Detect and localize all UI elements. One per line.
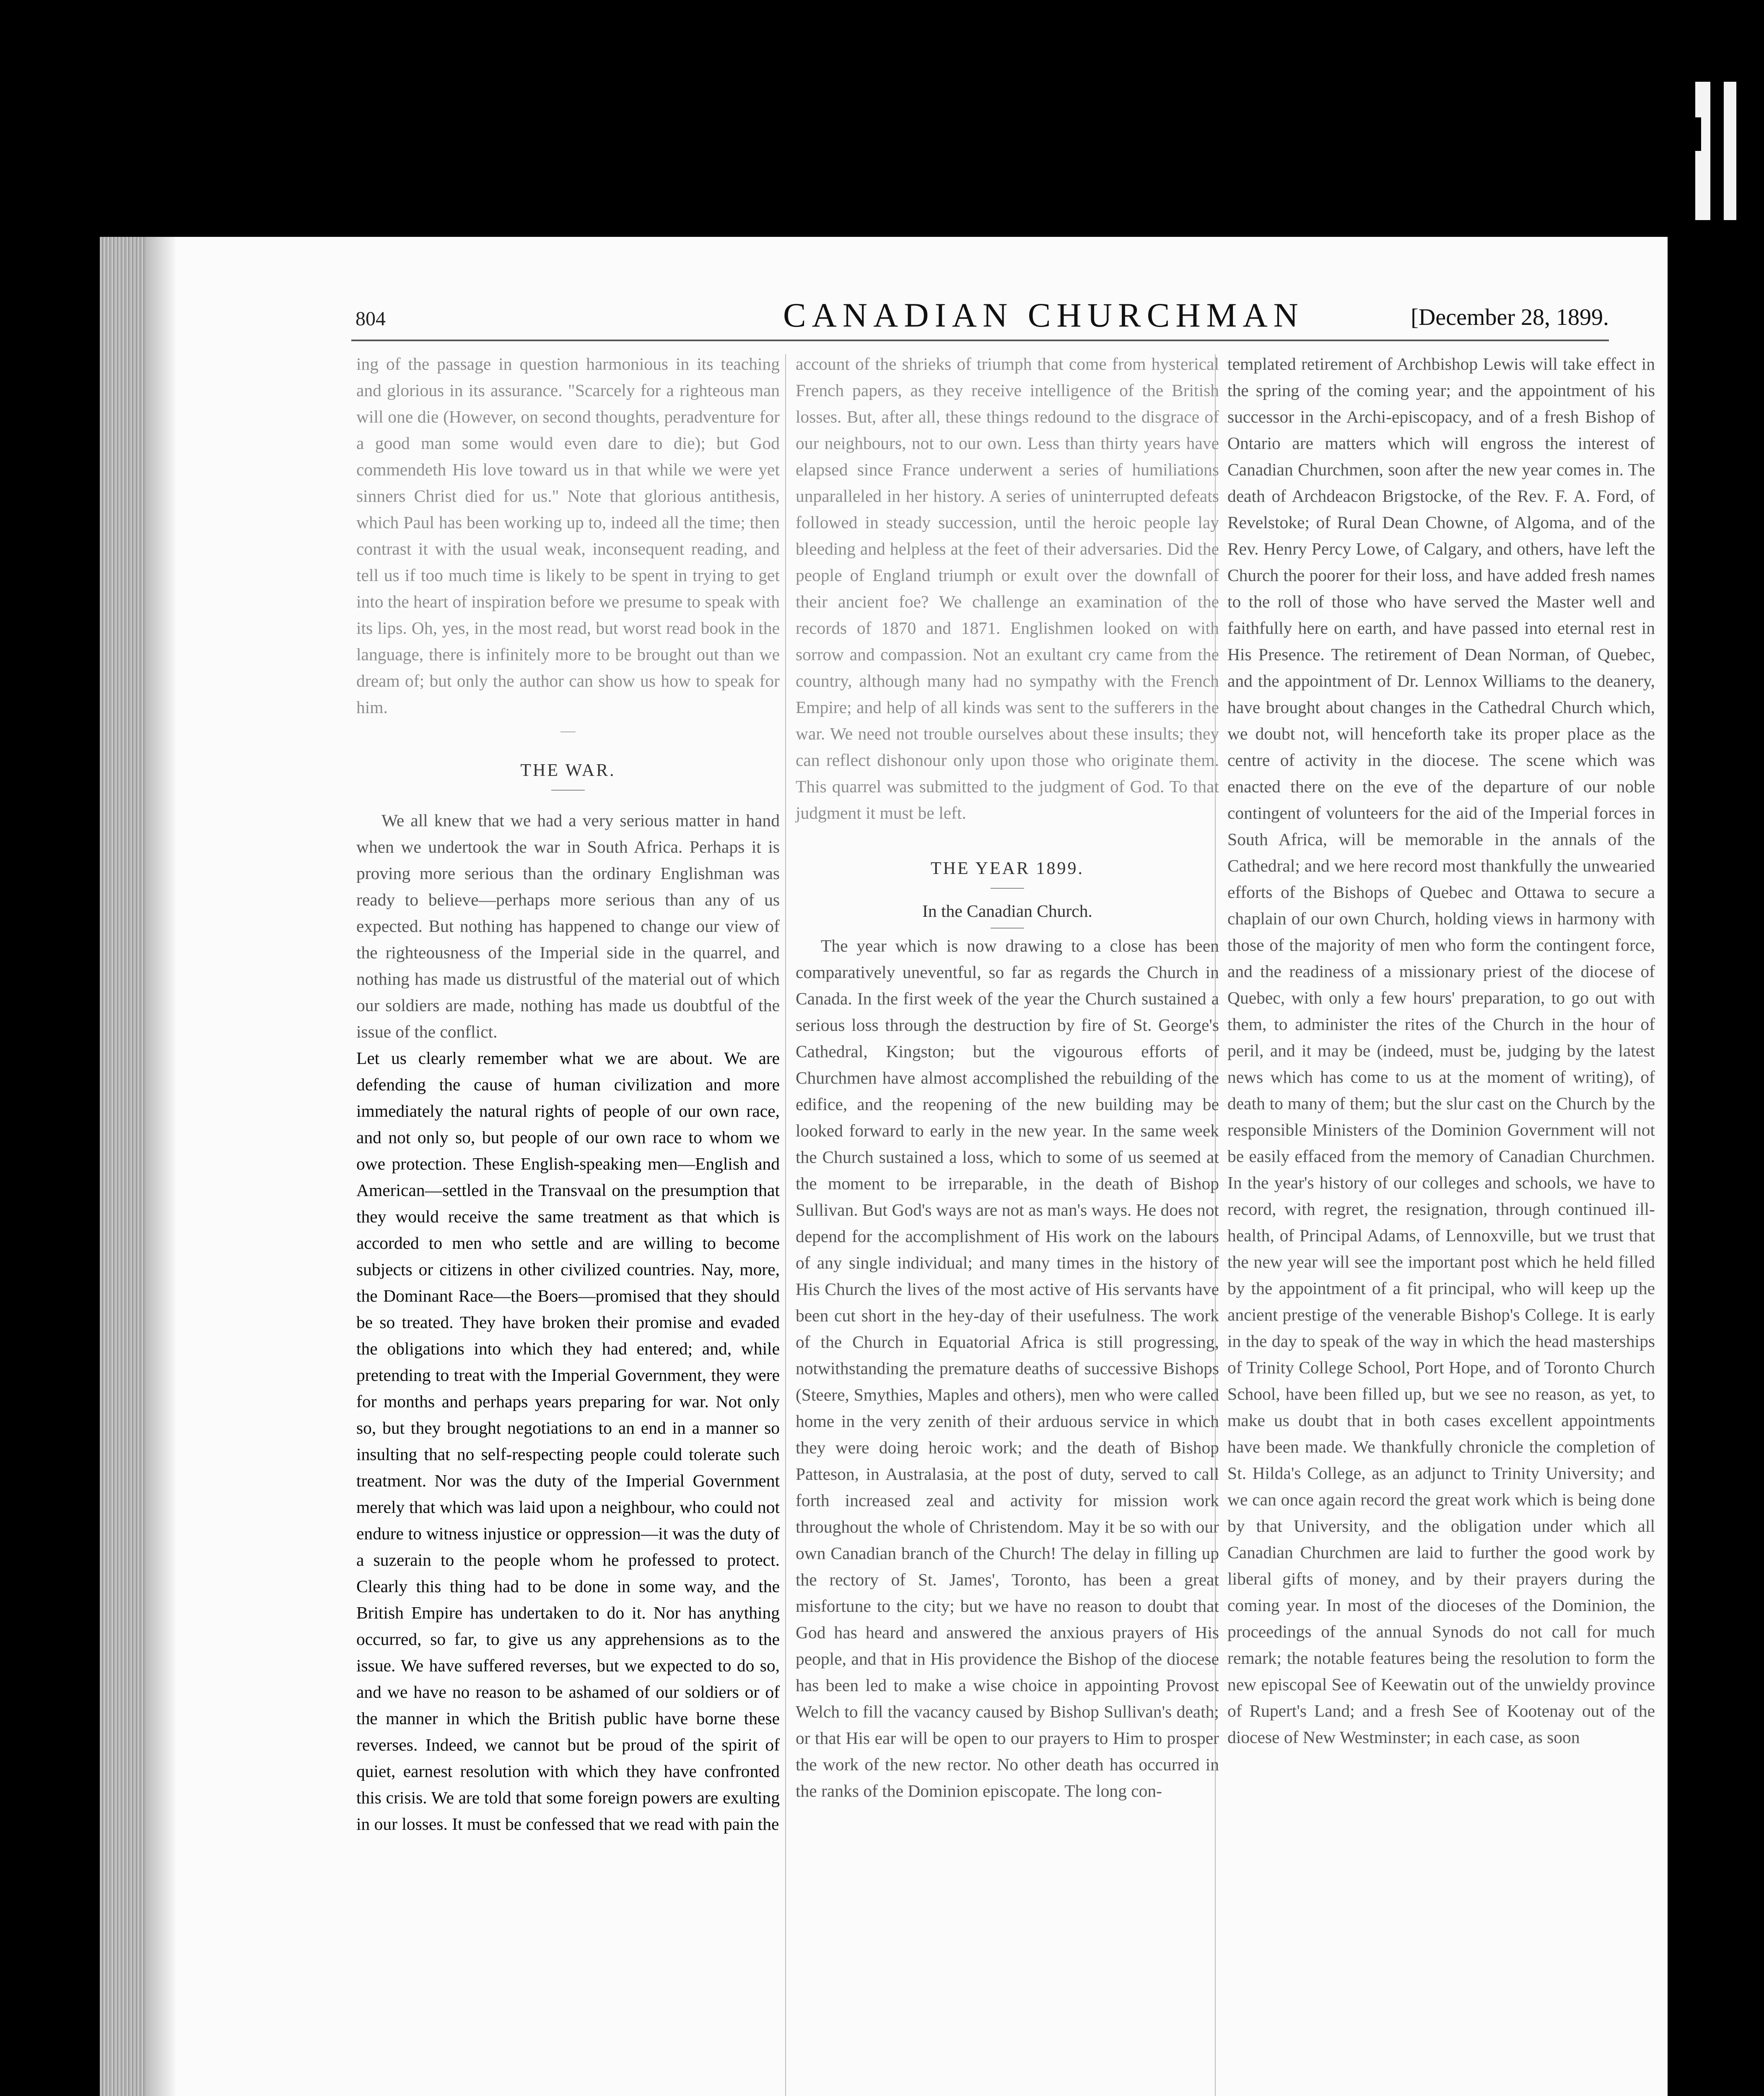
column-3	[1227, 351, 1655, 1751]
heading-rule	[991, 928, 1024, 929]
article-paragraph: We all knew that we had a very serious matter in hand when we undertook the war in South Africa. Perhaps it is proving more serious than the ordinary Englishman was ready to believe—perhaps more serious than any of us expected. But nothing has happened to change our view of the righteousness of the Imperial side in the quarrel, and nothing has made us distrustful of the material out of which our soldiers are made, nothing has made us doubtful of the issue of the conflict.	[356, 811, 780, 1041]
column-rule	[785, 354, 786, 2096]
article-heading-the-year: THE YEAR 1899.	[931, 859, 1084, 878]
header-rule	[351, 340, 1609, 341]
scan-margin-mark	[1695, 82, 1710, 220]
heading-rule	[991, 888, 1024, 889]
masthead-title: CANADIAN CHURCHMAN	[783, 296, 1304, 334]
column-1	[356, 351, 780, 1837]
article-paragraph: The year which is now drawing to a close has been comparatively uneventful, so far as regards the Church in Canada. In the first week of the year the Church sustained a serious loss through the destruction by fire of St. George's Cathedral, Kingston; but the vigourous efforts of Churchmen have almost accomplished the rebuilding of the edifice, and the reopening of the new building may be looked forward to early in the new year. In the same week the Church sustained a loss, which to some of us seemed at the moment to be irreparable, in the death of Bishop Sullivan. But God's ways are not as man's ways. He does not depend for the accomplishment of His work on the labours of any single individual; and many times in the history of His Church the lives of the most active of His servants have been cut short in the hey-day of their usefulness. The work of the Church in Equatorial Africa is still progressing, notwithstanding the premature deaths of successive Bishops (Steere, Smythies, Maples and others), men who were called home in the very zenith of their arduous service in which they were doing heroic work; and the death of Bishop Patteson, in Australasia, at the post of duty, served to call forth increased zeal and activity for mission work throughout the whole of Christendom. May it be so with our own Canadian branch of the Church! The delay in filling up the rectory of St. James', Toronto, has been a great misfortune to the city; but we have no reason to doubt that God has heard and answered the anxious prayers of His people, and that in His providence the Bishop of the diocese has been led to make a wise choice in appointing Provost Welch to fill the vacancy caused by Bishop Sullivan's death; or that His ear will be open to our prayers to Him to prosper the work of the new rector. No other death has occurred in the ranks of the Dominion episcopate. The long con-	[796, 936, 1219, 1800]
gutter-shadow	[146, 237, 175, 2096]
column-2	[796, 351, 1219, 1804]
article-paragraph: Let us clearly remember what we are about. We are defending the cause of human civilization and more immediately the natural rights of people of our own race, and not only so, but people of our own race to whom we owe protection. These English-speaking men—English and American—settled in the Transvaal on the presumption that they would receive the same treatment as that which is accorded to men who settle and are willing to become subjects or citizens in other civilized countries. Nay, more, the Dominant Race—the Boers—promised that they should be so treated. They have broken their promise and evaded the obligations into which they had entered; and, while pretending to treat with the Imperial Government, they were for months and perhaps years preparing for war. Not only so, but they brought negotiations to an end in a manner so insulting that no self-respecting people could tolerate such treatment. Nor was the duty of the Imperial Government merely that which was laid upon a neighbour, who could not endure to witness injustice or oppression—it was the duty of a suzerain to the people whom he professed to protect. Clearly this thing had to be done in some way, and the British Empire has undertaken to do it. Nor has anything occurred, so far, to give us any apprehensions as to the issue. We have suffered reverses, but we expected to do so, and we have no reason to be ashamed of our soldiers or of the manner in which the British public have borne these reverses. Indeed, we cannot but be proud of the spirit of quiet, earnest resolution with which they have confronted this crisis. We are told that some foreign powers are exulting in our losses. It must be confessed that we read with pain the	[356, 1048, 780, 1834]
article-continuation: account of the shrieks of triumph that come from hysterical French papers, as they receive intelligence of the British losses. But, after all, these things redound to the disgrace of our neighbours, not to our own. Less than thirty years have elapsed since France underwent a series of humiliations unparalleled in her history. A series of uninterrupted defeats followed in steady succession, until the heroic people lay bleeding and helpless at the feet of their adversaries. Did the people of England triumph or exult over the downfall of their ancient foe? We challenge an examination of the records of 1870 and 1871. Englishmen looked on with sorrow and compassion. Not an exultant cry came from the country, although many had no sympathy with the French Empire; and help of all kinds was sent to the sufferers in the war. We need not trouble ourselves about these insults; they can reflect dishonour only upon those who originate them. This quarrel was submitted to the judgment of God. To that judgment it must be left.	[796, 354, 1219, 822]
scan-margin-mark	[1724, 82, 1736, 220]
newspaper-page	[100, 237, 1668, 2096]
heading-rule	[551, 790, 585, 791]
page-edge	[100, 237, 146, 2096]
page-number: 804	[355, 308, 386, 330]
issue-date: [December 28, 1899.	[1411, 304, 1609, 330]
article-heading-the-war: THE WAR.	[520, 761, 616, 780]
article-continuation: ing of the passage in question harmonious in its teaching and glorious in its assurance. "Scarcely for a righteous man will one die (However, on second thoughts, peradventure for a good man some would even dare to die); but God commendeth His love toward us in that while we were yet sinners Christ died for us." Note that glorious antithesis, which Paul has been working up to, indeed all the time; then contrast it with the usual weak, inconsequent reading, and tell us if too much time is likely to be spent in trying to get into the heart of inspiration before we presume to speak with its lips. Oh, yes, in the most read, but worst read book in the language, there is infinitely more to be brought out than we dream of; but only the author can show us how to speak for him.	[356, 354, 780, 717]
running-header	[355, 291, 1609, 342]
scan-margin-mark	[1695, 117, 1701, 151]
article-paragraph: templated retirement of Archbishop Lewis will take effect in the spring of the coming year; and the appointment of his successor in the Archi-episcopacy, and of a fresh Bishop of Ontario are matters which will engross the interest of Canadian Churchmen, soon after the new year comes in. The death of Archdeacon Brigstocke, of the Rev. F. A. Ford, of Revelstoke; of Rural Dean Chowne, of Algoma, and of the Rev. Henry Percy Lowe, of Calgary, and others, have left the Church the poorer for their loss, and have added fresh names to the roll of those who have served the Master well and faithfully here on earth, and have passed into eternal rest in His Presence. The retirement of Dean Norman, of Quebec, and the appointment of Dr. Lennox Williams to the deanery, have brought about changes in the Cathedral Church which, we doubt not, will henceforth take its proper place as the centre of activity in the diocese. The scene which was enacted there on the eve of the departure of our noble contingent of volunteers for the aid of the Imperial forces in South Africa, will be memorable in the annals of the Cathedral; and we here record most thankfully the unwearied efforts of the Bishops of Quebec and Ottawa to secure a chaplain of our own Church, holding views in harmony with those of the majority of men who form the contingent force, and the readiness of a missionary priest of the diocese of Quebec, with only a few hours' preparation, to go out with them, to administer the rites of the Church in the hour of peril, and it may be (indeed, must be, judging by the latest news which has come to us at the moment of writing), of death to many of them; but the slur cast on the Church by the responsible Ministers of the Dominion Government will not be easily effaced from the memory of Canadian Churchmen. In the year's history of our colleges and schools, we have to record, with regret, the resignation, through continued ill-health, of Principal Adams, of Lennoxville, but we trust that the new year will see the important post which he held filled by the appointment of a fit principal, who will keep up the ancient prestige of the venerable Bishop's College. It is early in the day to speak of the way in which the head masterships of Trinity College School, Port Hope, and of Toronto Church School, have been filled up, but we see no reason, as yet, to make us doubt that in both cases excellent appointments have been made. We thankfully chronicle the completion of St. Hilda's College, as an adjunct to Trinity University; and we can once again record the great work which is being done by that University, and the obligation under which all Canadian Churchmen are laid to further the good work by liberal gifts of money, and by their prayers during the coming year. In most of the dioceses of the Dominion, the proceedings of the annual Synods do not call for much remark; the notable features being the resolution to form the new episcopal See of Keewatin out of the unwieldy province of Rupert's Land; and a fresh See of Kootenay out of the diocese of New Westminster; in each case, as soon	[1227, 354, 1655, 1747]
article-subheading: In the Canadian Church.	[922, 901, 1092, 921]
